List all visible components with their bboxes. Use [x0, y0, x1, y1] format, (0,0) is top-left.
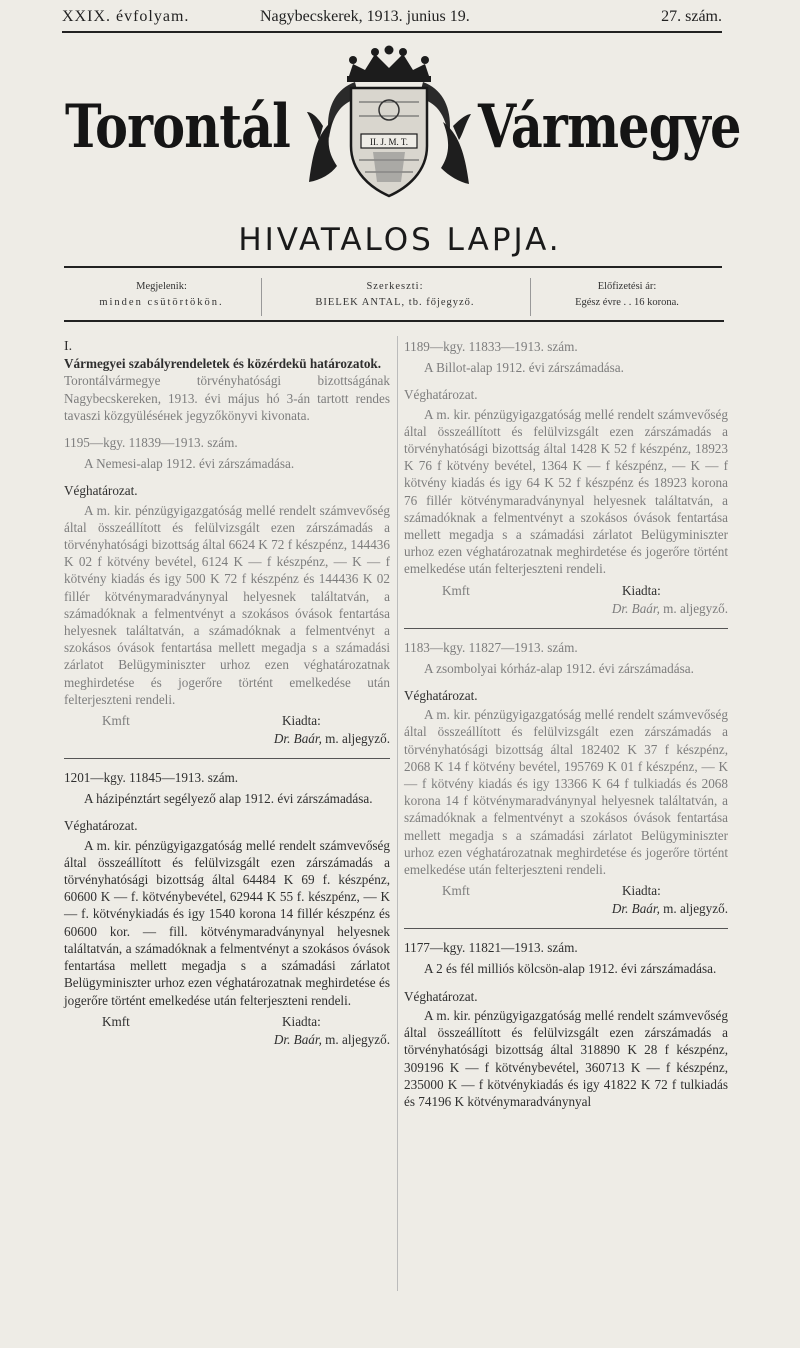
- price-value: Egész évre . . 16 korona.: [575, 297, 679, 308]
- article-subject: A zsombolyai kórház-alap 1912. évi zárszámadása.: [424, 660, 694, 676]
- article-body: A m. kir. pénzügyigazgatóság mellé rendelt számvevőség által összeállított és felülvizsgált ezen zárszámadás a törvényhatósági bizottság által 64484 K 69 f. készpénz, 60600 K — f. kötvénybevétel, 62944 K 55 f. készpénz, — K — f. kötvénykiadás és igy 1540 korona 14 fillér készpénz és 60600 kor. — fill. kötvénymaradványnyal helyesnek találtatván, a számadóknak a felmentvényt a szokásos óvások fentartása mellett megadja s a számadási zárlatot Belügyminiszter urhoz ezen véghatározatnak meghirdetése és jogerőre történt emelkedése után felterjeszteni rendeli.: [64, 837, 390, 1008]
- article: [404, 939, 728, 1110]
- decision-heading: Véghatározat.: [64, 483, 138, 499]
- signature-block: [64, 712, 390, 748]
- signer-role: m. aljegyző.: [663, 901, 728, 917]
- article-subject: A 2 és fél milliós kölcsön-alap 1912. évi zárszámadása.: [424, 961, 717, 977]
- article-divider: [64, 758, 390, 759]
- section-number: I.: [64, 339, 73, 354]
- article-divider: [404, 628, 728, 629]
- article-body: A m. kir. pénzügyigazgatóság mellé rendelt számvevőség által összeállított és felülvizsgált ezen zárszámadás a törvényhatósági bizottság által 1428 K 52 f készpénz, 18923 K 76 f kötvény bevétel, 1364 K — f készpénz, — K — f kötvény kiadás és igy 64 K 52 f készpénz és 18923 korona 76 fillér kötvénymaradványnyal helyesnek találtatván, a számadóknak a felmentvényt a szokásos óvások fentartása mellett megadja s a számadási zárlatot Belügyminiszter urhoz ezen véghatározatnak meghirdetése és jogerőre történt emelkedése után felterjeszteni rendeli.: [404, 406, 728, 577]
- article-reference: 1183—kgy. 11827—1913. szám.: [404, 639, 578, 655]
- signer-role: m. aljegyző.: [325, 731, 390, 747]
- signer-name: Dr. Baár,: [611, 901, 660, 917]
- issued-label: Kiadta:: [282, 1013, 321, 1029]
- signature-block: [404, 582, 728, 618]
- kmft-label: Kmft: [102, 713, 130, 729]
- signer-name: Dr. Baár,: [273, 1031, 322, 1047]
- masthead-rule-top: [64, 266, 722, 268]
- info-rule-bottom: [64, 320, 724, 322]
- signer: [612, 600, 728, 617]
- article: [64, 769, 390, 1049]
- decision-heading: Véghatározat.: [404, 688, 478, 704]
- issued-label: Kiadta:: [622, 582, 661, 598]
- signature-block: [404, 882, 728, 918]
- header-rule: [62, 31, 722, 33]
- column-divider: [397, 336, 398, 1291]
- article-subject: A Billot-alap 1912. évi zárszámadása.: [424, 360, 624, 376]
- section-title: Vármegyei szabályrendeletek és közérdekü határozatok.: [64, 356, 382, 372]
- article: [404, 639, 728, 919]
- decision-heading: Véghatározat.: [404, 988, 478, 1004]
- crest-label: II. J. M. T.: [370, 137, 408, 147]
- kmft-label: Kmft: [102, 1013, 130, 1029]
- editor-info: [262, 279, 528, 319]
- article-reference: 1201—kgy. 11845—1913. szám.: [64, 770, 239, 786]
- article-body: A m. kir. pénzügyigazgatóság mellé rendelt számvevőség által összeállított és felülvizsgált ezen zárszámadás a törvényhatósági bizottság által 182402 K 37 f készpénz, 2068 K 14 f kötvény bevétel, 195769 K 01 f készpénz, — K — f kötvény kiadás és igy 13366 K 64 f tulkiadás és 2068 korona 14 f kötvénymaradványnyal helyesnek találtatván, a számadóknak a felmentvényt a szokásos óvások fentartása mellett megadja s a számadási zárlatot Belügyminiszter urhoz ezen véghatározatnak meghirdetése és jogerőre történt emelkedése után felterjeszteni rendeli.: [404, 707, 728, 878]
- volume-label: XXIX. évfolyam.: [62, 8, 190, 25]
- article-divider: [404, 928, 728, 929]
- editor-value: BIELEK ANTAL, tb. főjegyző.: [315, 297, 475, 308]
- signer: [274, 730, 390, 747]
- signer-name: Dr. Baár,: [611, 600, 660, 616]
- signer: [612, 900, 728, 917]
- article: [404, 338, 728, 618]
- issued-label: Kiadta:: [622, 883, 661, 899]
- publication-schedule: [64, 279, 259, 319]
- schedule-value: minden csütörtökön.: [99, 297, 224, 308]
- signer-name: Dr. Baár,: [273, 731, 322, 747]
- price-label: Előfizetési ár:: [597, 281, 657, 292]
- decision-heading: Véghatározat.: [64, 818, 138, 834]
- article-body: A m. kir. pénzügyigazgatóság mellé rendelt számvevőség által összeállított és felülvizsgált ezen zárszámadás a törvényhatósági bizottság által 6624 K 72 f készpénz, 144436 K 02 f kötvény bevétel, 6124 K — f készpénz, — K — f kötvény kiadás és igy 500 K 72 f készpénz és 144436 K 02 fillér kötvénymaradványnyal helyesnek találtatván, a számadóknak a felmentvényt a szokásos óvások fentartása helyesnek találtatván, a számadóknak a felmentvényt a szokásos óvások fentartása mellett megadja s a számadási zárlatot Belügyminiszter urhoz ezen véghatározatnak meghirdetése és jogerőre történt emelkedése után felterjeszteni rendeli.: [64, 502, 390, 707]
- article-reference: 1177—kgy. 11821—1913. szám.: [404, 940, 578, 956]
- masthead-title-right: Vármegye: [478, 92, 741, 162]
- issue-header: [62, 8, 722, 30]
- kmft-label: Kmft: [442, 883, 470, 899]
- masthead-subtitle: HIVATALOS LAPJA.: [238, 222, 562, 258]
- place-date: Nagybecskerek, 1913. junius 19.: [260, 8, 470, 25]
- signer-role: m. aljegyző.: [325, 1031, 390, 1047]
- article-subject: A Nemesi-alap 1912. évi zárszámadása.: [84, 456, 295, 472]
- article: [64, 434, 390, 748]
- info-divider: [530, 278, 531, 316]
- signer: [274, 1031, 390, 1048]
- article-reference: 1189—kgy. 11833—1913. szám.: [404, 339, 578, 354]
- editor-label: Szerkeszti:: [366, 281, 424, 292]
- issued-label: Kiadta:: [282, 713, 321, 729]
- signature-block: [64, 1013, 390, 1049]
- decision-heading: Véghatározat.: [404, 387, 478, 403]
- subscription-price: [532, 279, 722, 319]
- issue-number: 27. szám.: [661, 8, 722, 25]
- minutes-intro: Torontálvármegye törvényhatósági bizottságának Nagybecskereken, 1913. évi május hó 3-án tartott rendes tavaszi közgyüléséнek jegyzőkönyvi kivonata.: [64, 373, 390, 423]
- kmft-label: Kmft: [442, 582, 470, 598]
- right-column: [404, 338, 728, 1110]
- signer-role: m. aljegyző.: [663, 600, 728, 616]
- coat-of-arms-emblem: [303, 42, 475, 202]
- article-body: A m. kir. pénzügyigazgatóság mellé rendelt számvevőség által összeállított és felülvizsgált ezen zárszámadás a törvényhatósági bizottság által 318890 K 28 f készpénz, 309196 K — f kötvénybevétel, 360713 K — f készpénz, 235000 K — f kötvénykiadás és igy 41822 K 72 f tulkiadás és 74196 K kötvénymaradványnyal: [404, 1007, 728, 1109]
- schedule-label: Megjelenik:: [136, 281, 187, 292]
- left-column: [64, 338, 390, 1049]
- masthead-title-left: Torontál: [65, 92, 291, 162]
- article-subject: A háziрénztárt segélyező alap 1912. évi zárszámadása.: [84, 791, 373, 807]
- article-reference: 1195—kgy. 11839—1913. szám.: [64, 435, 238, 451]
